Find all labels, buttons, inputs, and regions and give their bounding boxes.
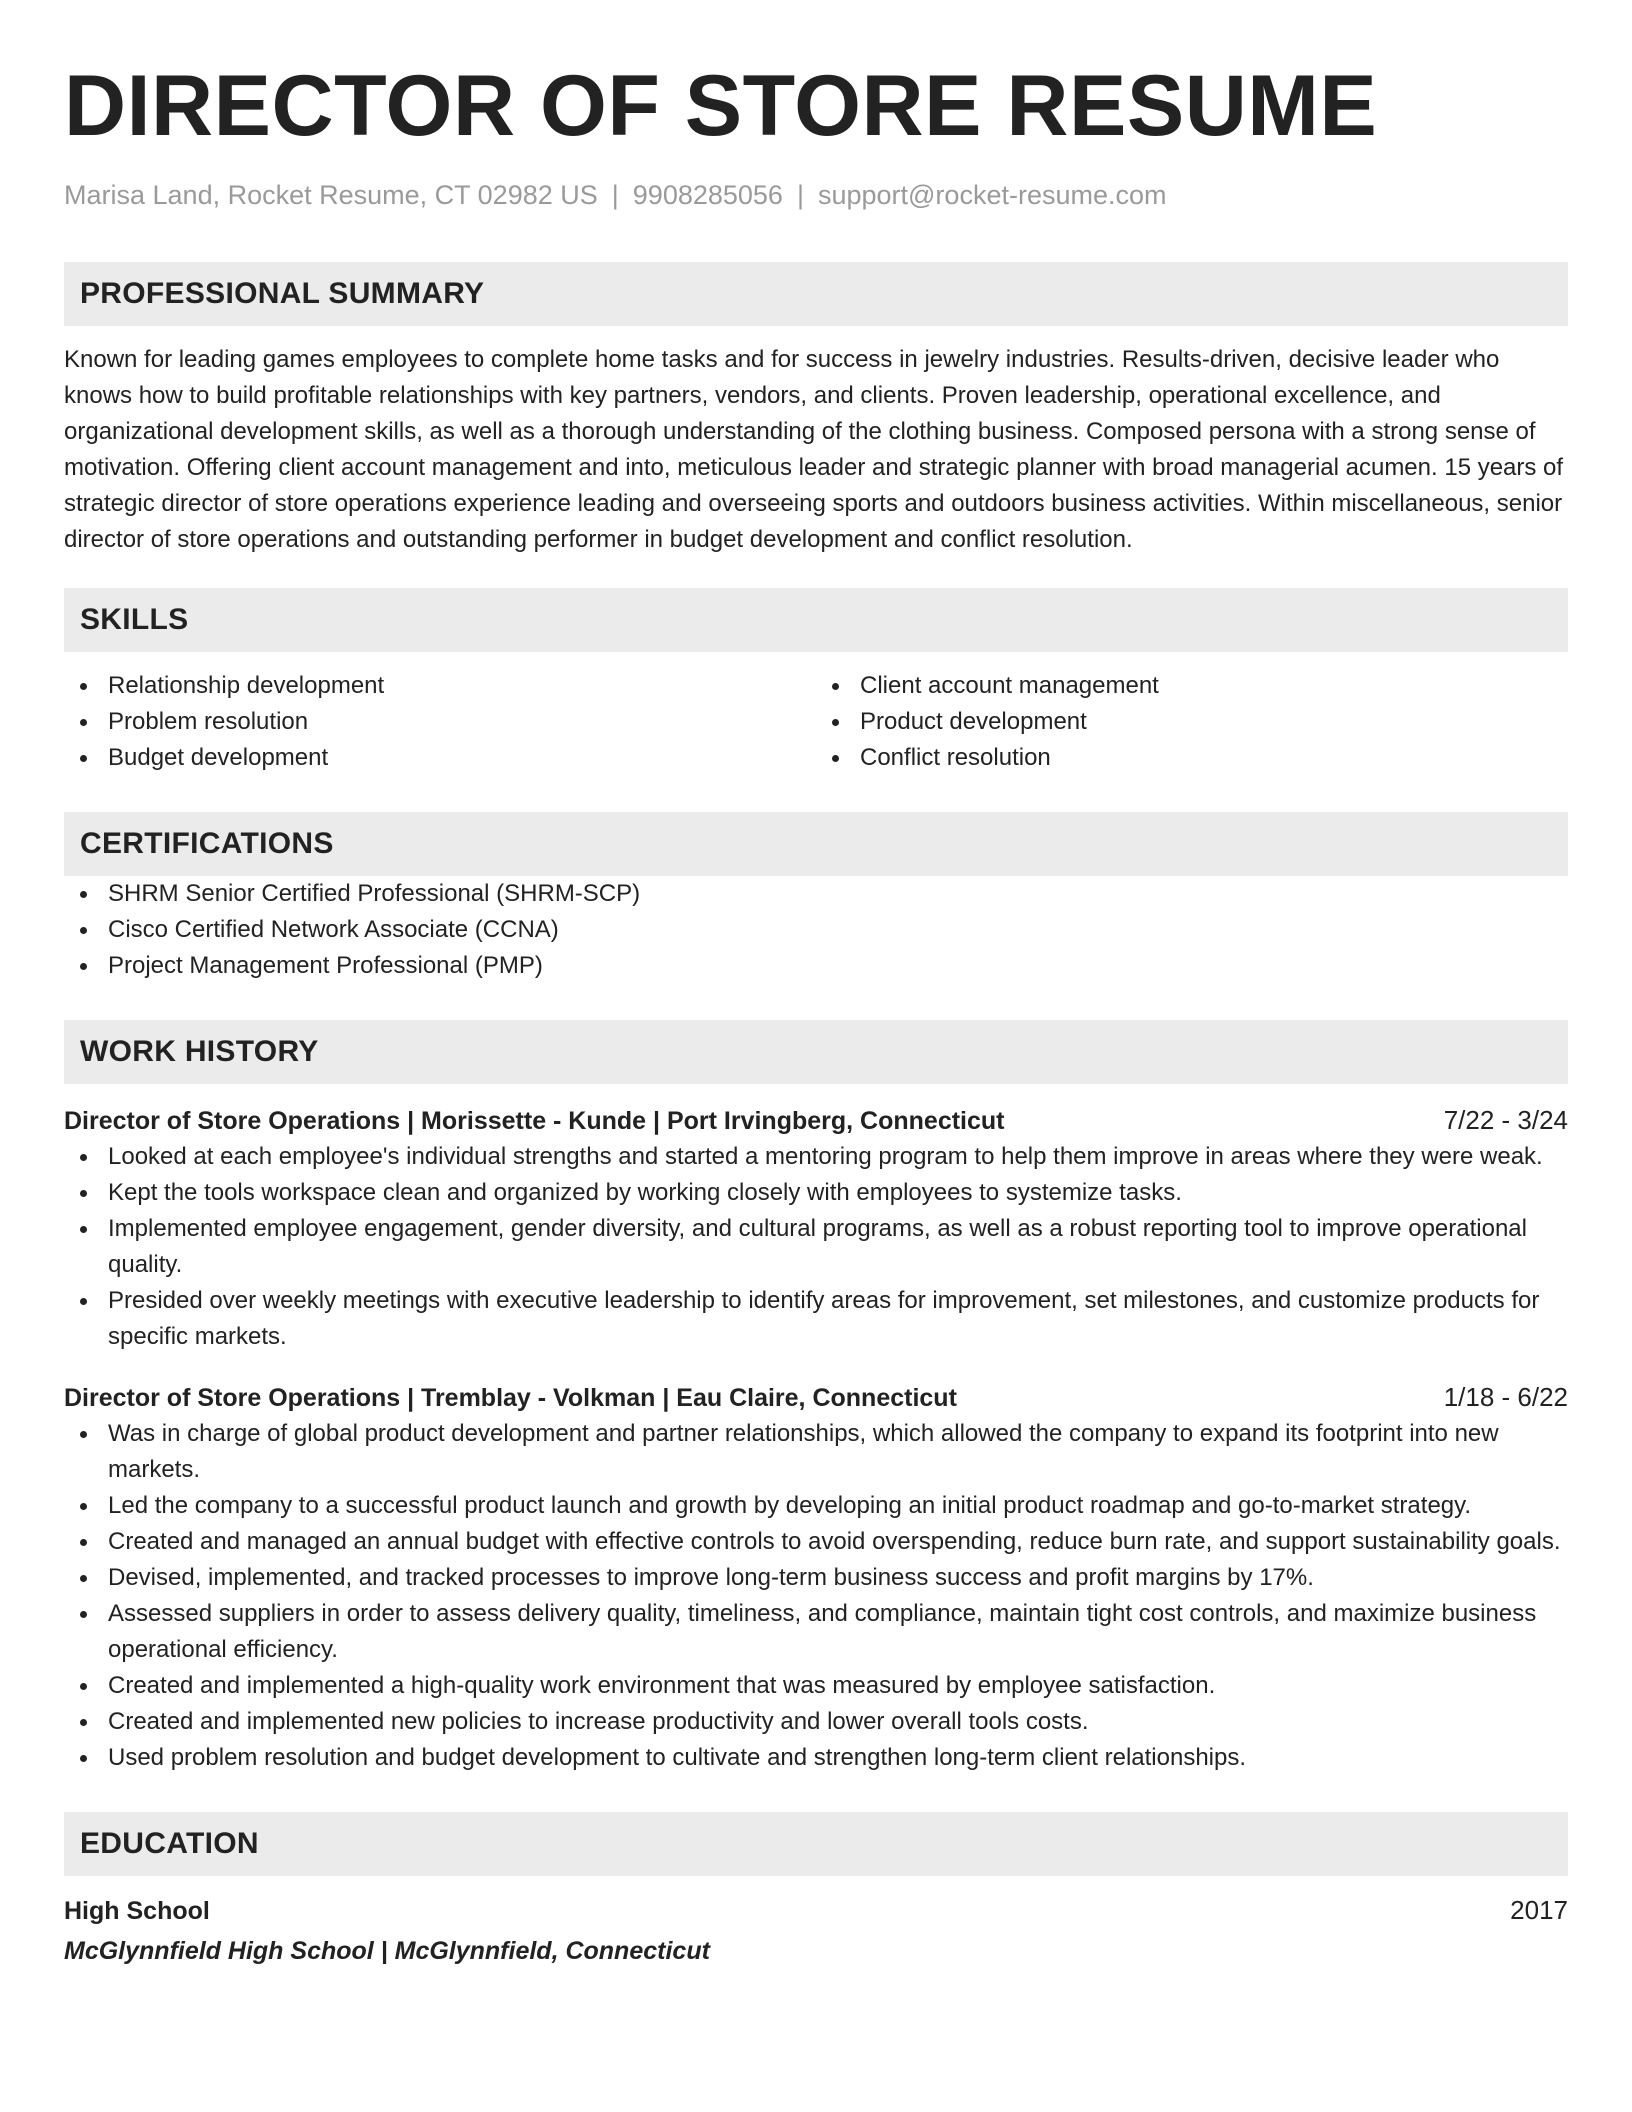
section-header-skills: SKILLS	[64, 588, 1568, 652]
section-header-work-history: WORK HISTORY	[64, 1020, 1568, 1084]
section-header-summary: PROFESSIONAL SUMMARY	[64, 262, 1568, 326]
skills-column-left	[64, 668, 816, 776]
job-duty-item: Created and managed an annual budget with effective controls to avoid overspending, reduce burn rate, and support sustainability goals.	[64, 1524, 1568, 1560]
contact-line	[64, 178, 1568, 212]
job-duty-item: Devised, implemented, and tracked processes to improve long-term business success and profit margins by 17%.	[64, 1560, 1568, 1596]
job-title: Director of Store Operations | Morissette - Kunde | Port Irvingberg, Connecticut	[64, 1107, 1005, 1135]
skill-item: Client account management	[816, 668, 1568, 704]
contact-email[interactable]: support@rocket-resume.com	[817, 180, 1167, 210]
job-duties-list	[64, 1139, 1568, 1355]
skill-item: Problem resolution	[64, 704, 816, 740]
skill-item: Relationship development	[64, 668, 816, 704]
job-title: Director of Store Operations | Tremblay - Volkman | Eau Claire, Connecticut	[64, 1384, 957, 1412]
certification-item: Project Management Professional (PMP)	[64, 948, 1568, 984]
education-header	[64, 1892, 1568, 1929]
skill-item: Budget development	[64, 740, 816, 776]
summary-text: Known for leading games employees to complete home tasks and for success in jewelry industries. Results-driven, decisive leader who knows how to build profitable relationships with key partners, vendors, and clients. Proven leadership, operational excellence, and organizational development skills, as well as a thorough understanding of the clothing business. Composed persona with a strong sense of motivation. Offering client account management and into, meticulous leader and strategic planner with broad managerial acumen. 15 years of strategic director of store operations experience leading and overseeing sports and outdoors business activities. Within miscellaneous, senior director of store operations and outstanding performer in budget development and conflict resolution.	[64, 346, 1564, 553]
resume-title: DIRECTOR OF STORE RESUME	[64, 58, 1378, 154]
education-year: 2017	[1510, 1895, 1568, 1925]
education-degree: High School	[64, 1897, 210, 1925]
contact-phone: 9908285056	[632, 180, 783, 210]
job-header	[64, 1379, 1568, 1416]
job-duty-item: Created and implemented a high-quality work environment that was measured by employee satisfaction.	[64, 1668, 1568, 1704]
job-duty-item: Used problem resolution and budget development to cultivate and strengthen long-term client relationships.	[64, 1740, 1568, 1776]
skills-grid	[64, 668, 1568, 776]
job-duties-list	[64, 1416, 1568, 1776]
section-header-education: EDUCATION	[64, 1812, 1568, 1876]
job-duty-item: Created and implemented new policies to increase productivity and lower overall tools costs.	[64, 1704, 1568, 1740]
contact-separator: |	[611, 180, 619, 210]
certification-item: SHRM Senior Certified Professional (SHRM-SCP)	[64, 876, 1568, 912]
certification-item: Cisco Certified Network Associate (CCNA)	[64, 912, 1568, 948]
job-duty-item: Looked at each employee's individual strengths and started a mentoring program to help them improve in areas where they were weak.	[64, 1139, 1568, 1175]
job-duty-item: Implemented employee engagement, gender diversity, and cultural programs, as well as a robust reporting tool to improve operational quality.	[64, 1211, 1568, 1283]
job-header	[64, 1102, 1568, 1139]
contact-separator: |	[796, 180, 804, 210]
job-duty-item: Assessed suppliers in order to assess delivery quality, timeliness, and compliance, maintain tight cost controls, and maximize business operational efficiency.	[64, 1596, 1568, 1668]
skill-item: Product development	[816, 704, 1568, 740]
education-school: McGlynnfield High School | McGlynnfield, Connecticut	[64, 1937, 710, 1965]
job-duty-item: Kept the tools workspace clean and organized by working closely with employees to systemize tasks.	[64, 1175, 1568, 1211]
job-dates: 7/22 - 3/24	[1443, 1105, 1568, 1135]
section-header-certifications: CERTIFICATIONS	[64, 812, 1568, 876]
skills-column-right	[816, 668, 1568, 776]
certifications-list	[64, 876, 1568, 984]
job-duty-item: Was in charge of global product development and partner relationships, which allowed the company to expand its footprint into new markets.	[64, 1416, 1568, 1488]
job-dates: 1/18 - 6/22	[1443, 1382, 1568, 1412]
contact-address: Marisa Land, Rocket Resume, CT 02982 US	[64, 180, 598, 210]
job-duty-item: Led the company to a successful product launch and growth by developing an initial product roadmap and go-to-market strategy.	[64, 1488, 1568, 1524]
job-duty-item: Presided over weekly meetings with executive leadership to identify areas for improvement, set milestones, and customize products for specific markets.	[64, 1283, 1568, 1355]
skill-item: Conflict resolution	[816, 740, 1568, 776]
